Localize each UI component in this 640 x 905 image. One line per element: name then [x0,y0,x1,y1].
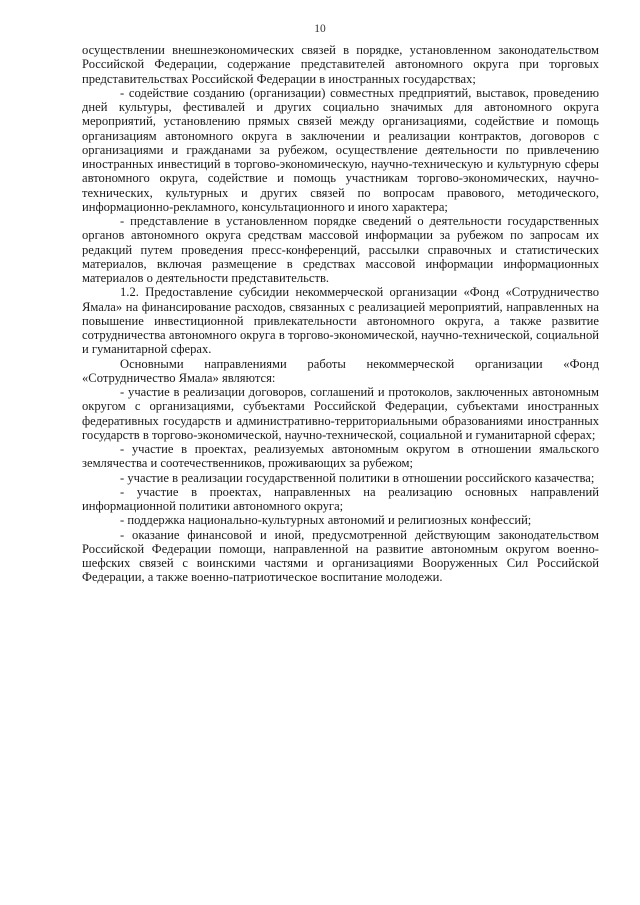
list-item-agreements: - участие в реализации договоров, соглашений и протоколов, заключенных автономным округом с организациями, субъектами Российской Федерации, субъектами иностранных федеративных государств и административно-территориальными образованиями иностранных государств в торгово-экономической, научно-технической, социальной и гуманитарной сферах; [82,385,599,442]
section-1-2-subsidy: 1.2. Предоставление субсидии некоммерческой организации «Фонд «Сотрудничество Ямала» на финансирование расходов, связанных с реализацией мероприятий, направленных на повышение инвестиционной привлекательности автономного округа, а также развитие сотрудничества автономного округа в торгово-экономической, научно-технической, социальной и гуманитарной сферах. [82,285,599,357]
paragraph-main-directions: Основными направлениями работы некоммерческой организации «Фонд «Сотрудничество Ямала» являются: [82,356,599,385]
list-item-compatriots: - участие в проектах, реализуемых автономным округом в отношении ямальского землячества и соотечественников, проживающих за рубежом; [82,442,599,471]
list-item-information-policy: - участие в проектах, направленных на реализацию основных направлений информационной политики автономного округа; [82,484,599,513]
page-number: 10 [314,23,326,35]
paragraph-continuation: осуществлении внешнеэкономических связей в порядке, установленном законодательством Российской Федерации, содержание представителей автономного округа при торговых представительствах Российской Федерации в иностранных государствах; [82,43,599,86]
list-item-national-autonomies: - поддержка национально-культурных автономий и религиозных конфессий; [120,513,532,528]
list-item-military-patronage: - оказание финансовой и иной, предусмотренной действующим законодательством Российской Федерации помощи, направленной на развитие автономным округом военно-шефских связей с воинскими частями и организациями Вооруженных Сил Российской Федерации, а также военно-патриотическое воспитание молодежи. [82,527,599,585]
document-body [82,43,599,585]
list-item-joint-ventures: - содействие созданию (организации) совместных предприятий, выставок, проведению дней культуры, фестивалей и других социально значимых для автономного округа мероприятий, установлению прямых связей между организациями, содействие и помощь организациям автономного округа в заключении и реализации контрактов, договоров с организациями и гражданами за рубежом, осуществление деятельности по привлечению иностранных инвестиций в торгово-экономическую, научно-техническую и культурную сферы автономного округа, содействие и помощь участникам торгово-экономических, научно-технических, культурных и других связей по вопросам правового, методического, информационно-рекламного, консультационного и иного характера; [82,85,599,214]
list-item-media-information: - представление в установленном порядке сведений о деятельности государственных органов автономного округа средствам массовой информации за рубежом по запросам их редакций путем проведения пресс-конференций, рассылки справочных и статистических материалов, включая размещение в средствах массовой информации информационных материалов о деятельности представительств. [82,214,599,285]
list-item-cossacks: - участие в реализации государственной политики в отношении российского казачества; [120,470,595,485]
